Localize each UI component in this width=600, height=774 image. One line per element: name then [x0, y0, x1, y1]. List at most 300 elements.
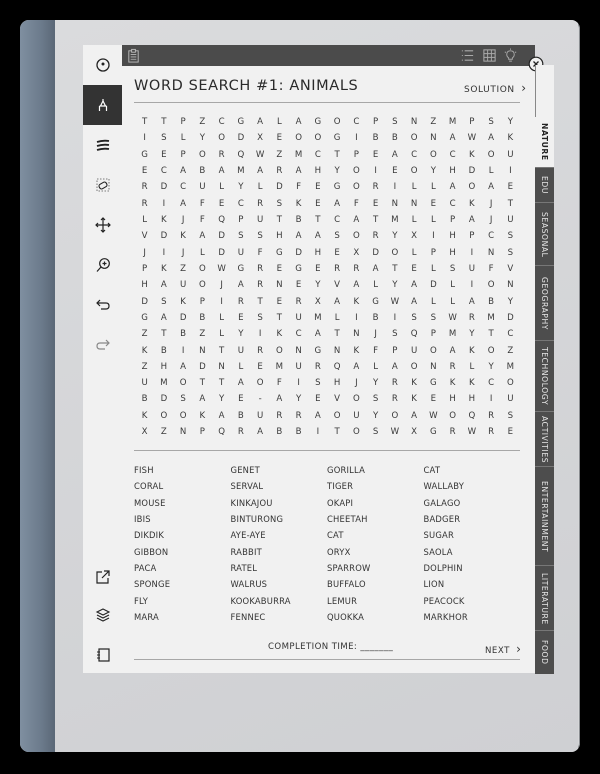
grid-cell[interactable]: R: [237, 296, 244, 307]
grid-cell[interactable]: T: [507, 198, 513, 209]
grid-cell[interactable]: M: [160, 378, 168, 389]
grid-cell[interactable]: A: [353, 361, 360, 372]
grid-cell[interactable]: C: [449, 149, 456, 160]
grid-cell[interactable]: N: [295, 345, 302, 356]
grid-cell[interactable]: D: [430, 280, 437, 291]
grid-cell[interactable]: R: [372, 231, 379, 242]
grid-cell[interactable]: B: [199, 312, 206, 323]
grid-cell[interactable]: G: [141, 149, 148, 160]
grid-cell[interactable]: P: [180, 149, 186, 160]
grid-cell[interactable]: N: [391, 198, 399, 209]
grid-cell[interactable]: B: [141, 394, 148, 405]
grid-cell[interactable]: I: [393, 312, 397, 323]
grid-cell[interactable]: O: [506, 378, 514, 389]
grid-cell[interactable]: H: [141, 280, 148, 291]
grid-cell[interactable]: W: [467, 133, 477, 144]
grid-cell[interactable]: O: [198, 263, 206, 274]
grid-cell[interactable]: K: [141, 345, 148, 356]
grid-cell[interactable]: S: [488, 117, 494, 128]
grid-cell[interactable]: I: [162, 198, 166, 209]
grid-cell[interactable]: R: [141, 198, 148, 209]
grid-cell[interactable]: A: [411, 280, 418, 291]
grid-cell[interactable]: D: [160, 182, 168, 193]
grid-cell[interactable]: R: [257, 280, 264, 291]
grid-cell[interactable]: D: [468, 166, 476, 177]
grid-cell[interactable]: K: [353, 345, 360, 356]
zoom-button[interactable]: [83, 245, 122, 285]
grid-cell[interactable]: I: [355, 133, 358, 144]
grid-cell[interactable]: A: [314, 231, 321, 242]
grid-cell[interactable]: R: [218, 149, 225, 160]
grid-cell[interactable]: E: [430, 394, 437, 405]
notebook-button[interactable]: [83, 635, 122, 675]
grid-cell[interactable]: A: [449, 133, 456, 144]
clipboard-icon[interactable]: [126, 48, 141, 63]
grid-cell[interactable]: L: [450, 296, 456, 307]
grid-cell[interactable]: S: [161, 133, 167, 144]
grid-cell[interactable]: U: [507, 394, 514, 405]
grid-cell[interactable]: I: [162, 247, 166, 258]
grid-cell[interactable]: L: [430, 296, 436, 307]
grid-cell[interactable]: O: [429, 345, 437, 356]
grid-cell[interactable]: J: [181, 247, 185, 258]
grid-cell[interactable]: J: [489, 215, 493, 226]
grid-cell[interactable]: N: [507, 280, 514, 291]
grid-cell[interactable]: Q: [218, 427, 225, 438]
grid-cell[interactable]: D: [237, 133, 245, 144]
grid-cell[interactable]: F: [257, 247, 263, 258]
grid-cell[interactable]: Q: [333, 361, 341, 372]
grid-cell[interactable]: Y: [488, 361, 494, 372]
tab-edu[interactable]: [535, 167, 554, 203]
grid-cell[interactable]: G: [237, 263, 245, 274]
grid-cell[interactable]: G: [295, 263, 302, 274]
grid-cell[interactable]: U: [141, 378, 148, 389]
grid-cell[interactable]: S: [180, 394, 186, 405]
grid-cell[interactable]: D: [218, 247, 225, 258]
grid-cell[interactable]: B: [295, 427, 302, 438]
grid-cell[interactable]: A: [160, 312, 167, 323]
grid-cell[interactable]: B: [276, 427, 283, 438]
grid-cell[interactable]: A: [334, 296, 341, 307]
grid-cell[interactable]: R: [141, 182, 148, 193]
grid-cell[interactable]: Z: [180, 263, 187, 274]
grid-cell[interactable]: F: [199, 215, 205, 226]
grid-cell[interactable]: S: [392, 329, 398, 340]
grid-cell[interactable]: A: [314, 410, 321, 421]
grid-cell[interactable]: L: [488, 166, 494, 177]
grid-cell[interactable]: E: [372, 149, 379, 160]
grid-cell[interactable]: Y: [296, 394, 302, 405]
grid-cell[interactable]: W: [429, 410, 438, 421]
grid-cell[interactable]: O: [179, 410, 187, 421]
grid-cell[interactable]: A: [391, 149, 398, 160]
grid-cell[interactable]: E: [315, 394, 321, 405]
grid-cell[interactable]: L: [334, 312, 340, 323]
grid-cell[interactable]: A: [180, 198, 187, 209]
grid-cell[interactable]: A: [468, 296, 475, 307]
grid-cell[interactable]: A: [180, 166, 187, 177]
grid-cell[interactable]: L: [430, 182, 436, 193]
grid-cell[interactable]: D: [276, 182, 283, 193]
grid-cell[interactable]: A: [353, 280, 360, 291]
eraser-button[interactable]: [83, 165, 122, 205]
grid-cell[interactable]: B: [180, 329, 187, 340]
grid-cell[interactable]: N: [218, 361, 225, 372]
grid-cell[interactable]: A: [237, 280, 244, 291]
grid-cell[interactable]: U: [353, 410, 360, 421]
grid-cell[interactable]: I: [143, 133, 146, 144]
grid-cell[interactable]: S: [372, 427, 379, 438]
grid-cell[interactable]: D: [160, 231, 168, 242]
grid-cell[interactable]: J: [355, 378, 358, 389]
grid-cell[interactable]: N: [276, 280, 283, 291]
grid-cell[interactable]: K: [295, 198, 302, 209]
grid-cell[interactable]: T: [142, 117, 148, 128]
grid-cell[interactable]: B: [237, 410, 244, 421]
grid-cell[interactable]: T: [315, 215, 321, 226]
grid-cell[interactable]: P: [392, 345, 398, 356]
grid-cell[interactable]: F: [488, 263, 494, 274]
grid-cell[interactable]: L: [430, 215, 436, 226]
grid-cell[interactable]: R: [488, 410, 495, 421]
grid-cell[interactable]: K: [199, 410, 206, 421]
grid-cell[interactable]: T: [488, 329, 494, 340]
grid-cell[interactable]: U: [256, 410, 264, 421]
grid-cell[interactable]: G: [430, 427, 437, 438]
grid-cell[interactable]: Y: [238, 182, 244, 193]
grid-cell[interactable]: O: [218, 133, 225, 144]
grid-cell[interactable]: R: [334, 263, 341, 274]
grid-cell[interactable]: S: [276, 198, 283, 209]
grid-cell[interactable]: I: [509, 166, 512, 177]
grid-cell[interactable]: A: [160, 280, 167, 291]
grid-cell[interactable]: A: [449, 182, 456, 193]
grid-cell[interactable]: V: [141, 231, 148, 242]
grid-cell[interactable]: K: [411, 378, 417, 389]
grid-cell[interactable]: L: [199, 247, 205, 258]
grid-cell[interactable]: G: [314, 117, 322, 128]
grid-cell[interactable]: C: [411, 149, 418, 160]
grid-cell[interactable]: R: [257, 345, 264, 356]
grid-cell[interactable]: S: [334, 231, 340, 242]
grid-cell[interactable]: O: [410, 133, 418, 144]
grid-cell[interactable]: L: [373, 280, 379, 291]
grid-cell[interactable]: T: [334, 149, 340, 160]
grid-cell[interactable]: C: [314, 149, 321, 160]
grid-cell[interactable]: H: [449, 231, 456, 242]
grid-cell[interactable]: D: [199, 361, 206, 372]
grid-cell[interactable]: B: [372, 312, 379, 323]
tab-technology[interactable]: [535, 340, 554, 412]
pen-tool-button[interactable]: [83, 85, 122, 125]
grid-cell[interactable]: Z: [199, 117, 206, 128]
grid-cell[interactable]: Y: [392, 231, 398, 242]
grid-cell[interactable]: J: [489, 198, 493, 209]
grid-cell[interactable]: T: [334, 329, 340, 340]
grid-cell[interactable]: I: [220, 296, 223, 307]
grid-cell[interactable]: U: [237, 345, 245, 356]
grid-cell[interactable]: I: [355, 312, 358, 323]
grid-cell[interactable]: L: [257, 182, 263, 193]
grid-cell[interactable]: L: [469, 361, 475, 372]
grid-cell[interactable]: Z: [276, 149, 283, 160]
grid-cell[interactable]: E: [276, 296, 283, 307]
grid-cell[interactable]: T: [392, 263, 398, 274]
grid-cell[interactable]: P: [373, 117, 379, 128]
tab-seasonal[interactable]: [535, 202, 554, 266]
grid-cell[interactable]: A: [295, 117, 302, 128]
grid-cell[interactable]: C: [334, 215, 341, 226]
grid-cell[interactable]: U: [507, 215, 514, 226]
grid-cell[interactable]: D: [179, 312, 187, 323]
grid-cell[interactable]: L: [219, 312, 225, 323]
grid-cell[interactable]: P: [199, 427, 205, 438]
grid-cell[interactable]: T: [276, 312, 282, 323]
grid-cell[interactable]: K: [507, 133, 514, 144]
grid-cell[interactable]: G: [314, 345, 322, 356]
move-button[interactable]: [83, 205, 122, 245]
grid-cell[interactable]: N: [430, 361, 437, 372]
grid-cell[interactable]: S: [449, 263, 456, 274]
grid-cell[interactable]: C: [449, 198, 456, 209]
grid-cell[interactable]: A: [218, 410, 225, 421]
grid-cell[interactable]: Z: [430, 117, 437, 128]
grid-cell[interactable]: S: [257, 312, 263, 323]
grid-cell[interactable]: I: [489, 394, 493, 405]
grid-cell[interactable]: M: [448, 329, 457, 340]
undo-button[interactable]: [83, 285, 122, 325]
grid-cell[interactable]: U: [256, 215, 264, 226]
grid-cell[interactable]: L: [276, 117, 282, 128]
grid-cell[interactable]: K: [180, 231, 186, 242]
grid-cell[interactable]: R: [468, 312, 475, 323]
brush-button[interactable]: [83, 125, 122, 165]
grid-cell[interactable]: E: [507, 182, 514, 193]
grid-cell[interactable]: Y: [392, 280, 398, 291]
grid-cell[interactable]: P: [469, 231, 475, 242]
grid-cell[interactable]: K: [276, 329, 283, 340]
grid-cell[interactable]: V: [334, 280, 341, 291]
grid-cell[interactable]: E: [218, 198, 225, 209]
grid-cell[interactable]: L: [142, 215, 148, 226]
grid-cell[interactable]: P: [142, 263, 148, 274]
tab-activities[interactable]: [535, 411, 554, 467]
grid-cell[interactable]: U: [295, 361, 302, 372]
grid-cell[interactable]: M: [237, 166, 245, 177]
grid-cell[interactable]: S: [238, 231, 244, 242]
grid-cell[interactable]: O: [449, 410, 456, 421]
grid-cell[interactable]: X: [353, 247, 360, 258]
grid-cell[interactable]: W: [448, 312, 457, 323]
tab-literature[interactable]: [535, 565, 554, 631]
grid-cell[interactable]: I: [432, 231, 435, 242]
grid-cell[interactable]: S: [430, 312, 437, 323]
grid-cell[interactable]: G: [430, 378, 437, 389]
grid-cell[interactable]: G: [141, 312, 148, 323]
grid-cell[interactable]: P: [199, 296, 205, 307]
grid-cell[interactable]: P: [353, 149, 359, 160]
grid-cell[interactable]: U: [507, 149, 514, 160]
grid-cell[interactable]: J: [220, 280, 223, 291]
grid-cell[interactable]: U: [410, 345, 418, 356]
grid-cell[interactable]: N: [199, 345, 206, 356]
grid-cell[interactable]: Q: [468, 410, 476, 421]
grid-cell[interactable]: O: [160, 410, 168, 421]
grid-cell[interactable]: V: [507, 263, 514, 274]
grid-cell[interactable]: Y: [238, 329, 244, 340]
grid-cell[interactable]: Y: [373, 410, 379, 421]
grid-cell[interactable]: B: [160, 345, 167, 356]
grid-cell[interactable]: C: [488, 378, 495, 389]
grid-cell[interactable]: L: [219, 329, 225, 340]
grid-cell[interactable]: M: [294, 149, 303, 160]
grid-cell[interactable]: R: [295, 410, 302, 421]
grid-cell[interactable]: F: [353, 198, 359, 209]
grid-cell[interactable]: Z: [507, 345, 514, 356]
grid-cell[interactable]: X: [141, 427, 148, 438]
grid-cell[interactable]: O: [391, 247, 399, 258]
grid-cell[interactable]: O: [275, 345, 283, 356]
grid-cell[interactable]: C: [180, 182, 187, 193]
tab-nature[interactable]: [535, 117, 554, 167]
grid-cell[interactable]: X: [411, 231, 418, 242]
grid-cell[interactable]: R: [391, 394, 398, 405]
grid-cell[interactable]: E: [372, 198, 379, 209]
grid-cell[interactable]: B: [295, 215, 302, 226]
grid-cell[interactable]: S: [161, 296, 167, 307]
grid-cell[interactable]: O: [410, 166, 418, 177]
export-button[interactable]: [83, 557, 122, 597]
grid-cell[interactable]: A: [314, 329, 321, 340]
menu-button[interactable]: [83, 45, 122, 85]
grid-cell[interactable]: D: [218, 231, 225, 242]
grid-cell[interactable]: S: [411, 312, 417, 323]
grid-cell[interactable]: E: [295, 280, 302, 291]
grid-cell[interactable]: D: [507, 312, 514, 323]
grid-cell[interactable]: N: [410, 117, 418, 128]
grid-cell[interactable]: D: [372, 247, 379, 258]
grid-cell[interactable]: B: [391, 133, 398, 144]
grid-cell[interactable]: H: [333, 378, 341, 389]
grid-cell[interactable]: R: [276, 410, 283, 421]
grid-cell[interactable]: Y: [315, 280, 321, 291]
grid-cell[interactable]: O: [487, 149, 495, 160]
grid-cell[interactable]: R: [237, 427, 244, 438]
grid-cell[interactable]: E: [276, 133, 283, 144]
grid-cell[interactable]: A: [488, 133, 495, 144]
grid-cell[interactable]: A: [257, 427, 264, 438]
grid-cell[interactable]: S: [507, 410, 514, 421]
grid-cell[interactable]: L: [219, 182, 225, 193]
grid-cell[interactable]: W: [467, 427, 477, 438]
grid-cell[interactable]: A: [237, 378, 244, 389]
grid-cell[interactable]: O: [410, 361, 418, 372]
grid-cell[interactable]: -: [258, 394, 262, 405]
grid-cell[interactable]: E: [141, 166, 148, 177]
grid-cell[interactable]: O: [352, 394, 360, 405]
grid-cell[interactable]: N: [430, 133, 437, 144]
grid-cell[interactable]: R: [372, 182, 379, 193]
grid-cell[interactable]: Y: [430, 166, 436, 177]
grid-cell[interactable]: C: [160, 166, 167, 177]
grid-cell[interactable]: I: [297, 378, 300, 389]
grid-cell[interactable]: E: [334, 247, 340, 258]
grid-cell[interactable]: H: [314, 166, 322, 177]
grid-cell[interactable]: E: [238, 394, 244, 405]
grid-cell[interactable]: Y: [373, 378, 379, 389]
grid-cell[interactable]: H: [468, 394, 476, 405]
grid-cell[interactable]: O: [468, 182, 476, 193]
grid-cell[interactable]: A: [334, 198, 341, 209]
grid-cell[interactable]: A: [488, 182, 495, 193]
grid-cell[interactable]: K: [141, 410, 148, 421]
grid-cell[interactable]: H: [449, 166, 456, 177]
grid-cell[interactable]: T: [334, 427, 340, 438]
grid-cell[interactable]: W: [217, 263, 226, 274]
grid-cell[interactable]: T: [161, 117, 167, 128]
grid-cell[interactable]: S: [257, 231, 263, 242]
grid-cell[interactable]: S: [507, 247, 514, 258]
grid-cell[interactable]: O: [256, 378, 264, 389]
grid-cell[interactable]: A: [468, 215, 475, 226]
grid-cell[interactable]: A: [276, 394, 283, 405]
grid-cell[interactable]: P: [180, 117, 186, 128]
grid-cell[interactable]: L: [411, 247, 417, 258]
grid-cell[interactable]: Y: [199, 133, 205, 144]
grid-cell[interactable]: O: [295, 133, 302, 144]
grid-cell[interactable]: U: [179, 280, 187, 291]
grid-cell[interactable]: R: [353, 263, 360, 274]
grid-cell[interactable]: X: [411, 427, 418, 438]
grid-cell[interactable]: O: [352, 166, 360, 177]
grid-cell[interactable]: E: [315, 198, 321, 209]
grid-cell[interactable]: R: [257, 263, 264, 274]
grid-cell[interactable]: A: [295, 231, 302, 242]
grid-cell[interactable]: E: [315, 263, 321, 274]
grid-cell[interactable]: Q: [410, 329, 418, 340]
tab-entertainment[interactable]: [535, 466, 554, 566]
grid-cell[interactable]: T: [219, 345, 225, 356]
grid-cell[interactable]: N: [333, 345, 341, 356]
grid-cell[interactable]: I: [470, 280, 474, 291]
grid-cell[interactable]: V: [334, 394, 341, 405]
grid-cell[interactable]: Z: [141, 361, 148, 372]
grid-cell[interactable]: R: [257, 198, 264, 209]
grid-cell[interactable]: E: [315, 182, 321, 193]
grid-cell[interactable]: G: [372, 296, 379, 307]
grid-cell[interactable]: K: [469, 345, 475, 356]
grid-cell[interactable]: U: [199, 182, 206, 193]
grid-cell[interactable]: M: [487, 312, 495, 323]
grid-cell[interactable]: A: [257, 166, 264, 177]
grid-cell[interactable]: C: [507, 329, 514, 340]
grid-cell[interactable]: S: [392, 117, 398, 128]
grid-cell[interactable]: D: [160, 394, 168, 405]
grid-cell[interactable]: H: [160, 361, 168, 372]
grid-cell[interactable]: K: [469, 149, 475, 160]
grid-cell[interactable]: U: [468, 263, 476, 274]
grid-cell[interactable]: P: [430, 247, 436, 258]
grid-cell[interactable]: C: [218, 117, 225, 128]
grid-cell[interactable]: A: [353, 215, 360, 226]
grid-cell[interactable]: F: [276, 378, 282, 389]
grid-cell[interactable]: A: [411, 296, 418, 307]
grid-cell[interactable]: E: [238, 312, 244, 323]
grid-cell[interactable]: E: [257, 361, 263, 372]
grid-cell[interactable]: D: [141, 296, 148, 307]
next-link[interactable]: [485, 642, 521, 656]
